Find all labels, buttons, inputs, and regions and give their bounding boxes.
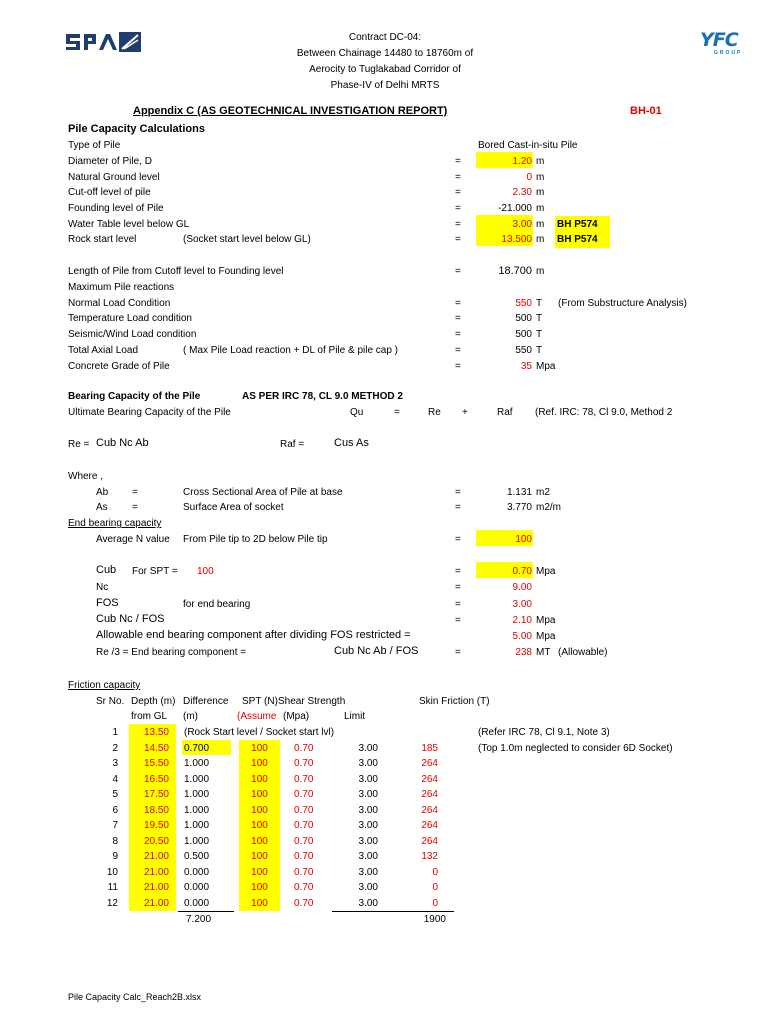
friction-shear: 0.70 [294, 789, 314, 800]
friction-depth: 21.00 [143, 897, 169, 909]
friction-depth: 21.00 [143, 882, 169, 893]
re-eq-label: Re = [68, 439, 90, 450]
as-equals-2: = [455, 502, 461, 513]
friction-diff: 0.500 [184, 851, 210, 862]
friction-shear: 0.70 [294, 882, 314, 893]
yfc-logo [700, 30, 750, 60]
cub-spt-value: 100 [197, 566, 214, 577]
cub-for-spt: For SPT = [132, 566, 178, 577]
load-label: Temperature Load condition [68, 313, 192, 324]
friction-col-header: Skin Friction (T) [419, 696, 490, 707]
ab-equals-2: = [455, 487, 461, 498]
param-sub: (Socket start level below GL) [183, 234, 311, 245]
param-equals: = [455, 172, 461, 183]
appendix-title: Appendix C (AS GEOTECHNICAL INVESTIGATION REPORT) [133, 105, 448, 117]
friction-spt: 100 [251, 897, 268, 909]
friction-col-header: Sr No. [96, 696, 125, 707]
friction-depth: 17.50 [143, 789, 169, 800]
plus-sign: + [462, 407, 468, 418]
friction-sr: 2 [112, 742, 118, 754]
param-unit: m [536, 156, 545, 167]
avg-n-label: Average N value [96, 534, 170, 545]
friction-spt: 100 [251, 773, 268, 785]
load-value: 35 [520, 361, 532, 372]
friction-limit: 3.00 [358, 758, 378, 769]
friction-depth: 16.50 [143, 773, 169, 785]
spa-logo [66, 31, 142, 53]
friction-limit: 3.00 [358, 789, 378, 800]
friction-skin: 264 [421, 804, 438, 816]
fos-value: 3.00 [512, 599, 532, 610]
friction-spt: 100 [251, 742, 268, 754]
re3-note: (Allowable) [558, 647, 608, 658]
load-label: Total Axial Load [68, 345, 139, 356]
load-value: 550 [515, 298, 532, 309]
friction-spt: 100 [251, 866, 268, 878]
fos-desc: for end bearing [183, 599, 251, 610]
cub-equals: = [455, 566, 461, 577]
friction-limit: 3.00 [358, 866, 378, 878]
contract-line: Contract DC-04: [348, 32, 422, 43]
param-unit: m [536, 234, 545, 245]
bearing-heading: Bearing Capacity of the Pile [68, 391, 201, 402]
friction-note: (Top 1.0m neglected to consider 6D Socket) [478, 742, 673, 754]
as-desc: Surface Area of socket [183, 502, 284, 513]
re-label: Re [428, 407, 441, 418]
ab-equals: = [132, 487, 138, 498]
friction-diff: 0.000 [184, 897, 210, 909]
param-label: Type of Pile [68, 140, 121, 151]
friction-spt: 100 [251, 835, 268, 847]
re3-unit: MT [536, 647, 551, 658]
re3-value: 238 [515, 647, 532, 658]
friction-shear: 0.70 [294, 851, 314, 862]
load-equals: = [455, 329, 461, 340]
friction-diff: 1.000 [184, 804, 210, 816]
load-label: Length of Pile from Cutoff level to Founding level [68, 266, 284, 277]
param-value: 0 [526, 172, 532, 183]
friction-shear: 0.70 [294, 820, 314, 831]
param-value: 3.00 [512, 219, 532, 230]
re-formula: Cub Nc Ab [96, 437, 149, 449]
friction-spt: 100 [251, 882, 268, 893]
load-label: Concrete Grade of Pile [68, 361, 170, 372]
as-equals: = [132, 502, 138, 513]
footer-filename: Pile Capacity Calc_Reach2B.xlsx [68, 992, 202, 1002]
load-value: 18.700 [498, 265, 532, 277]
friction-sr: 11 [107, 882, 118, 893]
friction-diff: 1.000 [184, 789, 210, 800]
avg-n-equals: = [455, 534, 461, 545]
ab-desc: Cross Sectional Area of Pile at base [183, 487, 343, 498]
load-sub: ( Max Pile Load reaction + DL of Pile & pile cap ) [183, 345, 399, 356]
friction-col-subheader: from GL [131, 711, 168, 722]
friction-limit: 3.00 [358, 835, 378, 847]
friction-diff: 1.000 [184, 835, 210, 847]
friction-diff: (Rock Start level / Socket start lvl) [184, 727, 335, 738]
friction-sr: 3 [112, 758, 118, 769]
friction-shear: 0.70 [294, 773, 314, 785]
friction-sr: 5 [112, 789, 118, 800]
as-label: As [96, 502, 108, 513]
load-equals: = [455, 313, 461, 324]
friction-skin: 0 [432, 897, 438, 909]
friction-spt: 100 [251, 789, 268, 800]
param-unit: m [536, 187, 545, 198]
param-label: Cut-off level of pile [68, 187, 151, 198]
param-value: 13.500 [501, 234, 532, 245]
friction-spt: 100 [251, 851, 268, 862]
friction-spt: 100 [251, 804, 268, 816]
friction-depth: 19.50 [143, 820, 169, 831]
param-unit: m [536, 203, 545, 214]
param-value: Bored Cast-in-situ Pile [478, 140, 578, 151]
cubncfos-label: Cub Nc / FOS [96, 613, 165, 625]
param-equals: = [455, 234, 461, 245]
nc-label: Nc [96, 582, 109, 593]
param-label: Founding level of Pile [68, 203, 164, 214]
friction-diff: 1.000 [184, 758, 210, 769]
bh-reference-badge: BH P574 [555, 216, 610, 233]
param-label: Natural Ground level [68, 172, 160, 183]
param-equals: = [455, 203, 461, 214]
contract-line: Phase-IV of Delhi MRTS [330, 80, 440, 91]
load-equals: = [455, 266, 461, 277]
friction-skin: 264 [421, 835, 438, 847]
friction-note: (Refer IRC 78, Cl 9.1, Note 3) [478, 727, 610, 738]
friction-sr: 12 [106, 897, 118, 909]
friction-sr: 9 [112, 851, 118, 862]
friction-shear: 0.70 [294, 758, 314, 769]
yfc-logo-sub: GROUP [714, 50, 743, 56]
raf-formula: Cus As [334, 437, 369, 449]
friction-col-subheader: (Mpa) [283, 711, 310, 722]
contract-header [270, 30, 500, 94]
re3-equals: = [455, 647, 461, 658]
friction-diff: 0.700 [184, 742, 210, 754]
load-unit: m [536, 266, 545, 277]
cub-unit: Mpa [536, 566, 556, 577]
friction-shear: 0.70 [294, 804, 314, 816]
total-skin-rule [332, 911, 454, 912]
load-label: Maximum Pile reactions [68, 282, 175, 293]
param-unit: m [536, 219, 545, 230]
cub-value: 0.70 [512, 566, 532, 577]
friction-sr: 4 [112, 773, 118, 785]
load-label: Seismic/Wind Load condition [68, 329, 197, 340]
end-bearing-heading: End bearing capacity [68, 518, 162, 529]
load-unit: T [536, 329, 543, 340]
friction-skin: 264 [421, 758, 438, 769]
friction-depth: 14.50 [143, 742, 169, 754]
friction-sr: 7 [112, 820, 118, 831]
friction-limit: 3.00 [358, 804, 378, 816]
friction-skin: 264 [421, 789, 438, 800]
friction-diff: 1.000 [184, 773, 210, 785]
ab-label: Ab [96, 487, 109, 498]
friction-sr: 6 [112, 804, 118, 816]
friction-spt: 100 [251, 758, 268, 769]
load-value: 550 [515, 345, 532, 356]
friction-depth: 21.00 [143, 866, 169, 878]
load-equals: = [455, 361, 461, 372]
friction-sr: 1 [112, 727, 118, 738]
friction-limit: 3.00 [358, 773, 378, 785]
friction-sr: 8 [112, 835, 118, 847]
friction-depth: 21.00 [143, 851, 169, 862]
friction-skin: 132 [421, 851, 438, 862]
nc-equals: = [455, 582, 461, 593]
param-equals: = [455, 219, 461, 230]
where-label: Where , [68, 471, 104, 482]
load-unit: T [536, 298, 543, 309]
friction-depth: 20.50 [143, 835, 169, 847]
friction-limit: 3.00 [358, 820, 378, 831]
param-label: Rock start level [68, 234, 137, 245]
as-value: 3.770 [506, 502, 532, 513]
load-equals: = [455, 298, 461, 309]
param-unit: m [536, 172, 545, 183]
re3-formula: Cub Nc Ab / FOS [334, 645, 419, 657]
load-label: Normal Load Condition [68, 298, 171, 309]
friction-diff: 0.000 [184, 882, 210, 893]
friction-col-header: Depth (m) [131, 696, 176, 707]
param-value: 2.30 [512, 187, 532, 198]
re3-label: Re /3 = End bearing component = [96, 647, 247, 658]
friction-shear: 0.70 [294, 897, 314, 909]
friction-shear: 0.70 [294, 866, 314, 878]
ab-value: 1.131 [506, 487, 532, 498]
friction-limit: 3.00 [358, 851, 378, 862]
fos-equals: = [455, 599, 461, 610]
bearing-method: AS PER IRC 78, CL 9.0 METHOD 2 [242, 391, 403, 402]
avg-n-value: 100 [515, 534, 532, 545]
friction-skin: 264 [421, 773, 438, 785]
param-value: 1.20 [512, 156, 532, 167]
load-note: (From Substructure Analysis) [558, 298, 687, 309]
fos-label: FOS [96, 597, 119, 609]
contract-line: Between Chainage 14480 to 18760m of [296, 48, 474, 59]
load-unit: Mpa [536, 361, 556, 372]
section-title: Pile Capacity Calculations [68, 123, 205, 135]
param-value: -21.000 [498, 203, 532, 214]
friction-skin: 264 [421, 820, 438, 831]
param-label: Diameter of Pile, D [68, 156, 152, 167]
raf-label: Raf [497, 407, 513, 418]
cubncfos-equals: = [455, 615, 461, 626]
qu-equals: = [394, 407, 400, 418]
load-unit: T [536, 345, 543, 356]
friction-diff: 1.000 [184, 820, 210, 831]
raf-eq-label: Raf = [280, 439, 305, 450]
friction-depth: 18.50 [143, 804, 169, 816]
load-value: 500 [515, 313, 532, 324]
friction-sr: 10 [106, 866, 118, 878]
load-value: 500 [515, 329, 532, 340]
friction-col-header: Shear Strength [278, 696, 346, 707]
irc-reference: (Ref. IRC: 78, Cl 9.0, Method 2 [535, 407, 673, 418]
friction-skin: 185 [421, 742, 438, 754]
load-unit: T [536, 313, 543, 324]
allowable-label: Allowable end bearing component after dividing FOS restricted = [96, 629, 411, 641]
param-equals: = [455, 156, 461, 167]
total-diff-rule [178, 911, 234, 912]
friction-limit: 3.00 [358, 897, 378, 909]
nc-value: 9.00 [512, 582, 532, 593]
friction-depth: 15.50 [143, 758, 169, 769]
avg-n-desc: From Pile tip to 2D below Pile tip [183, 534, 328, 545]
load-equals: = [455, 345, 461, 356]
friction-limit: 3.00 [358, 882, 378, 893]
friction-col-header: SPT (N) [242, 696, 278, 707]
as-unit: m2/m [536, 502, 561, 513]
friction-shear: 0.70 [294, 742, 314, 754]
bh-label: BH-01 [630, 105, 662, 117]
ab-unit: m2 [536, 487, 550, 498]
cubncfos-unit: Mpa [536, 615, 556, 626]
friction-limit: 3.00 [358, 742, 378, 754]
friction-heading: Friction capacity [68, 680, 141, 691]
yfc-logo-text: YFC [700, 29, 738, 51]
param-label: Water Table level below GL [68, 219, 190, 230]
total-diff: 7.200 [186, 914, 212, 925]
friction-col-subheader: (m) [183, 711, 198, 722]
param-equals: = [455, 187, 461, 198]
allowable-unit: Mpa [536, 631, 556, 642]
allowable-value: 5.00 [512, 631, 532, 642]
friction-diff: 0.000 [184, 866, 210, 878]
total-skin: 1900 [423, 914, 446, 925]
ult-bearing-label: Ultimate Bearing Capacity of the Pile [68, 407, 231, 418]
friction-col-header: Difference [183, 696, 229, 707]
friction-spt: 100 [251, 820, 268, 831]
friction-col-subheader: (Assume [237, 711, 277, 722]
cubncfos-value: 2.10 [512, 615, 532, 626]
friction-skin: 0 [432, 882, 438, 893]
cub-label: Cub [96, 564, 117, 576]
bh-reference-badge: BH P574 [555, 231, 610, 248]
friction-col-subheader: Limit [344, 711, 366, 722]
friction-skin: 0 [432, 866, 438, 878]
qu-label: Qu [350, 407, 364, 418]
contract-line: Aerocity to Tuglakabad Corridor of [309, 64, 461, 75]
friction-shear: 0.70 [294, 835, 314, 847]
friction-depth: 13.50 [143, 727, 169, 738]
